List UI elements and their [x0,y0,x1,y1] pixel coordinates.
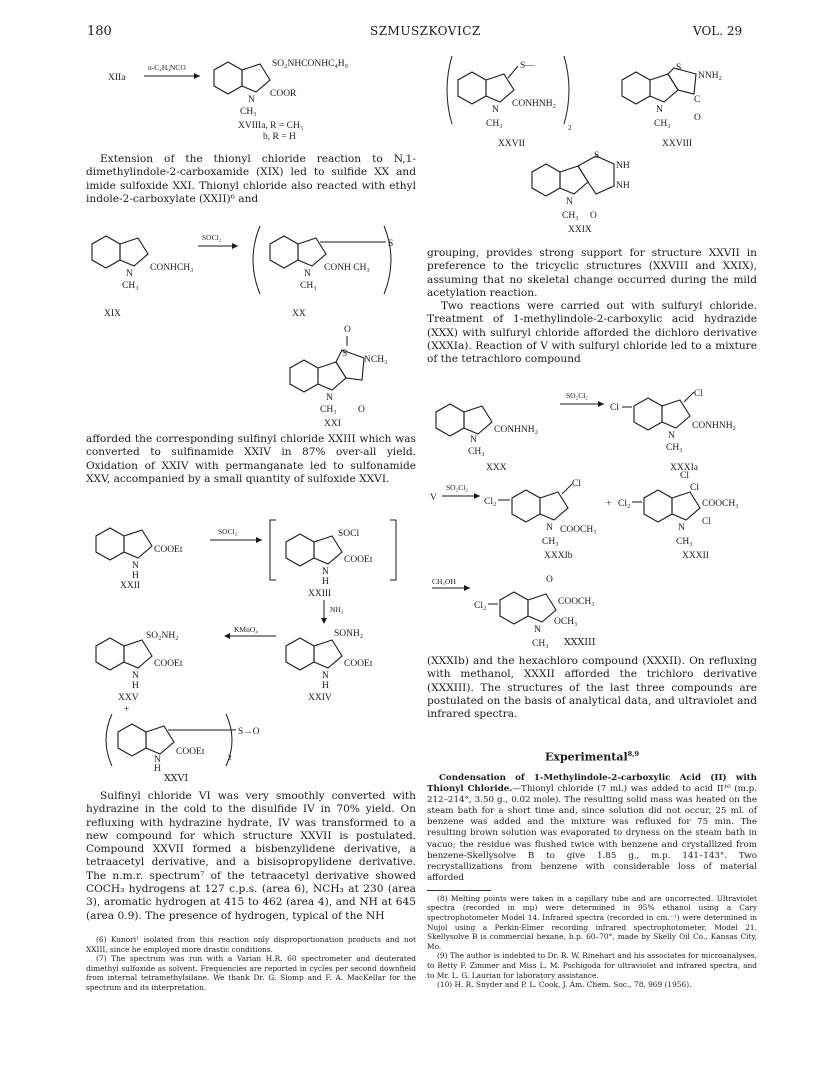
xix-n-sub: CH₃ [122,281,139,291]
xxv-top-sub: SO₂NH₂ [146,631,179,641]
xxxib-n-sub: CH₃ [542,537,559,547]
xxii-sub: COOEt [154,545,183,555]
svg-text:N: N [304,269,311,279]
svg-text:N: N [154,755,161,765]
structure-xxviii [614,52,754,152]
meoh-reagent: CH₃OH [432,577,456,586]
experimental-heading: Experimental$^{8,9}$ [545,750,639,764]
xix-label: XIX [104,309,121,319]
svg-text:N: N [322,567,329,577]
xix-sub: CONHCH₃ [150,263,194,273]
svg-text:C: C [694,95,701,105]
xxvi-side-sub: COOEt [176,747,205,757]
xxix-nh1: NH [616,161,630,171]
svg-text:N: N [322,671,329,681]
svg-text:2: 2 [568,124,572,132]
xix-arrow-reagent: SOCl₂ [202,233,222,242]
scheme-xxx-xxxia [428,388,758,472]
experimental-text: —Thionyl chloride (7 ml.) was added to acid II¹⁰ (m.p. 212–214°, 3.50 g., 0.02 mole). The resulting solid mass was heated on the steam bath for a short time and, since solution did not occur, 25 ml. of benzene was added and the mixture was refluxed for 75 min. The resulting brown solution was evaporated to dryness on the steam bath in vacuo; the residue was flushed twice with benzene and crystallized from benzene-Skellysolve B to give 1.85 g., m.p. 141–143°. Two recrystallizations from benzene with considerable loss of material afforded [427,784,757,883]
xxxib-label: XXXIb [544,551,573,561]
svg-text:O: O [694,113,701,123]
xxiv-side-sub: COOEt [344,659,373,669]
left-col-para-2: afforded the corresponding sulfinyl chloride XXIII which was converted to sulfinamide XXIV in 87% over-all yield. Oxidation of XXIV with permanganate led to sulfonamide XXV, accompanied by a small quantity of sulfoxide XXVI. [86,433,416,485]
xxii-label: XXII [120,581,141,591]
xxiii-side-sub: COOEt [344,555,373,565]
xxi-n-me: CH₃ [320,405,337,415]
scheme-xviii [100,52,430,152]
svg-text:N: N [492,105,499,115]
svg-text:N: N [546,523,553,533]
xxxiii-sub: COOCH₃ [558,597,595,607]
xx-sulfur: S [388,239,394,249]
svg-text:H: H [132,571,139,581]
running-volume: VOL. 29 [693,24,743,38]
xxix-s: S [594,151,600,161]
footnote-6: (6) Kunori¹ isolated from this reaction only disproportionation products and not XXIII, since he employed more drastic conditions. [86,935,416,954]
xxxii-sub: COOCH₃ [702,499,739,509]
xxxiii-n-sub: CH₃ [532,639,549,649]
xxxii-n-sub: CH₃ [676,537,693,547]
xx-n-sub: CH₃ [300,281,317,291]
xxi-o-top: O [344,325,351,335]
right-footnotes [427,894,757,990]
xxxib-cl-top: Cl [572,479,581,489]
running-author: SZMUSZKOVICZ [370,24,481,38]
xx-label: XX [292,309,306,319]
xxv-side-sub: COOEt [154,659,183,669]
xxxia-cl-left: Cl [610,403,619,413]
xxvii-n-sub: CH₃ [486,119,503,129]
xxix-n-sub: CH₃ [562,211,579,221]
xxiv-label: XXIV [308,693,332,703]
left-footnotes [86,935,416,993]
xviii-label-1: XVIIIa, R = CH₃ [238,121,304,131]
xxxiii-och3: OCH₃ [554,617,578,627]
xxviii-s: S [676,63,682,73]
svg-text:H: H [132,681,139,691]
xviii-top-sub: SO₂NHCONHC₄H₉ [272,59,348,69]
xxx-sub: CONHNH₂ [494,425,538,435]
xviii-n-sub: CH₃ [240,107,257,117]
footnote-8: (8) Melting points were taken in a capillary tube and are uncorrected. Ultraviolet spectra (recorded in mμ) were determined in 95% ethanol using a Cary spectrophotometer Model 14. Infrared spectra (recorded in cm.⁻¹) were determined in Nujol using a Perkin-Elmer recording infrared spectrophotometer, Model 21. Skellysolve B is commercial hexane, b.p. 60–70°, made by Skelly Oil Co., Kansas City, Mo. [427,893,757,951]
v-arrow-reagent: SO₂Cl₂ [446,483,468,492]
xxxia-sub: CONHNH₂ [692,421,736,431]
xxvii-sub: CONHNH₂ [512,99,556,109]
footnote-10: (10) H. R. Snyder and P. L. Cook, J. Am. Chem. Soc., 78, 969 (1956). [437,980,692,990]
svg-text:2: 2 [228,754,232,762]
xxxii-label: XXXII [682,551,709,561]
xxi-o-bottom: O [358,405,365,415]
xviii-side-sub: COOR [270,89,297,99]
svg-text:N: N [326,393,333,403]
xxvi-label: XXVI [164,773,189,784]
svg-text:N: N [126,269,133,279]
xxvii-label: XXVII [498,139,525,149]
xxiii-label: XXIII [308,589,332,598]
kmno4-reagent: KMnO₄ [234,625,258,634]
xxx-n-sub: CH₃ [468,447,485,457]
xxx-label: XXX [486,463,507,472]
page-number: 180 [87,24,112,39]
footnote-7: (7) The spectrum was run with a Varian H.R. 60 spectrometer and deuterated dimethyl sulfoxide as solvent. Frequencies are reported in cycles per second downfield from internal tetramethylsilane. We thank Dr. G. Slomp and F. A. MacKellar for the spectrum and its interpretation. [86,954,416,992]
structure-xxi [284,320,414,430]
scheme-xxv-xxiv [90,622,420,712]
xxxii-cl-top2: Cl [690,483,699,493]
xxi-s: S [342,349,348,359]
xxxib-plus: + [606,499,612,509]
scheme-xxii-xxiii [90,518,420,598]
svg-text:N: N [132,671,139,681]
xxxii-cl-side: Cl [702,517,711,527]
xxiii-top-sub: SOCl [338,529,360,539]
xiia-label: XIIa [108,73,126,83]
xxi-label: XXI [324,419,341,429]
xxxiii-cl-left: Cl₂ [474,601,487,611]
xxvii-s: S— [520,61,535,71]
xx-sub: CONH CH₃ [324,263,370,273]
footnote-rule [427,890,491,891]
xxxii-cl-top1: Cl [680,471,689,481]
xxxia-label: XXXIa [670,463,698,472]
xxxiii-o: O [546,575,553,585]
scheme-xix-xx [88,220,428,320]
xxvi-so: S→O [238,727,260,737]
svg-text:H: H [322,577,329,587]
nh3-reagent: NH₃ [330,605,344,614]
scheme-v-xxxib-xxxii [428,470,758,570]
xxxib-sub: COOCH₃ [560,525,597,535]
xxxib-cl-left: Cl₂ [484,497,497,507]
svg-text:N: N [668,431,675,441]
xxii-arrow-reagent: SOCl₂ [218,527,238,536]
xxix-label: XXIX [568,225,592,235]
xxx-arrow-reagent: SO₂Cl₂ [566,391,588,400]
xviii-label-2: b, R = H [263,132,296,142]
xxxia-n-sub: CH₃ [666,443,683,453]
svg-text:O: O [590,211,597,221]
svg-text:N: N [656,105,663,115]
xxxia-cl-top: Cl [694,389,703,399]
svg-text:H: H [322,681,329,691]
svg-text:H: H [154,764,161,774]
svg-text:N: N [678,523,685,533]
xxv-label: XXV [118,693,139,703]
svg-text:N: N [470,435,477,445]
experimental-section [427,748,757,990]
experimental-runin: Condensation of 1-Methylindole-2-carboxylic Acid (II) with Thionyl Chloride. [427,772,757,795]
xxxii-cl-left: Cl₂ [618,499,631,509]
v-start: V [430,493,437,503]
xxxiii-label: XXXIII [564,637,596,648]
svg-text:N: N [534,625,541,635]
xxv-plus: + [124,705,130,712]
xxviii-label: XXVIII [662,139,693,149]
svg-text:N: N [248,95,255,105]
left-col-para-1: Extension of the thionyl chloride reaction to N,1-dimethylindole-2-carboxamide (XIX) led to sulfide XX and imide sulfoxide XXI. Thionyl chloride also reacted with ethyl indole-2-carboxylate (XXII)⁶ and [86,153,416,205]
xxviii-n-sub: CH₃ [654,119,671,129]
experimental-body [427,773,757,884]
xxiv-top-sub: SONH₂ [334,629,364,639]
xxix-nh2: NH [616,181,630,191]
left-col-para-3: Sulfinyl chloride VI was very smoothly converted with hydrazine in the cold to the disulfide IV in 70% yield. On refluxing with hydrazine hydrate, IV was transformed to a new compound for which structure XXVII is postulated. Compound XXVII formed a bisbenzylidene derivative, a tetraacetyl derivative, and a bisisopropylidene derivative. The n.m.r. spectrum⁷ of the tetraacetyl derivative showed COCH₃ hydrogens at 127 c.p.s. (area 6), NCH₃ at 230 (area 3), aromatic hydrogen at 415 to 462 (area 4), and NH at 645 (area 0.9). The presence of hydrogen, typical of the NH [86,790,416,922]
arrow-reagent-nbuNCO: n-C₄H₉NCO [148,63,186,72]
svg-text:N: N [132,561,139,571]
svg-text:N: N [566,197,573,207]
xxi-nch3: NCH₃ [364,355,388,365]
structure-xxvii [440,52,590,152]
structure-xxix [524,148,654,236]
footnote-9: (9) The author is indebted to Dr. R. W. Rinehart and his associates for microanalyses, to Betty F. Zimmer and Miss L. M. Pschigoda for ultraviolet and infrared spectra, and to Mr. L. G. Laurian for laboratory assistance. [427,951,757,980]
right-col-para-3: (XXXIb) and the hexachloro compound (XXXII). On refluxing with methanol, XXXII afforded the trichloro derivative (XXXIII). The structures of the last three compounds are postulated on the basis of analytical data, and ultraviolet and infrared spectra. [427,655,757,721]
xxviii-nnh2: NNH₂ [698,71,722,81]
right-col-para-1: grouping, provides strong support for structure XXVII in preference to the tricyclic structures (XXVIII and XXIX), assuming that no skeletal change occurred during the mild acetylation reaction. Two reactions were carried out with sulfuryl chloride. Treatment of 1-methylindole-2-carboxylic acid hydrazide (XXX) with sulfuryl chloride afforded the dichloro derivative (XXXIa). Reaction of V with sulfuryl chloride led to a mixture of the tetrachloro compound [427,247,757,366]
right-col-para-2: Two reactions were carried out with sulfuryl chloride. Treatment of 1-methylindole-2-carboxylic acid hydrazide (XXX) with sulfuryl chloride afforded the dichloro derivative (XXXIa). Reaction of V with sulfuryl chloride led to a mixture of the tetrachloro compound [427,300,757,366]
